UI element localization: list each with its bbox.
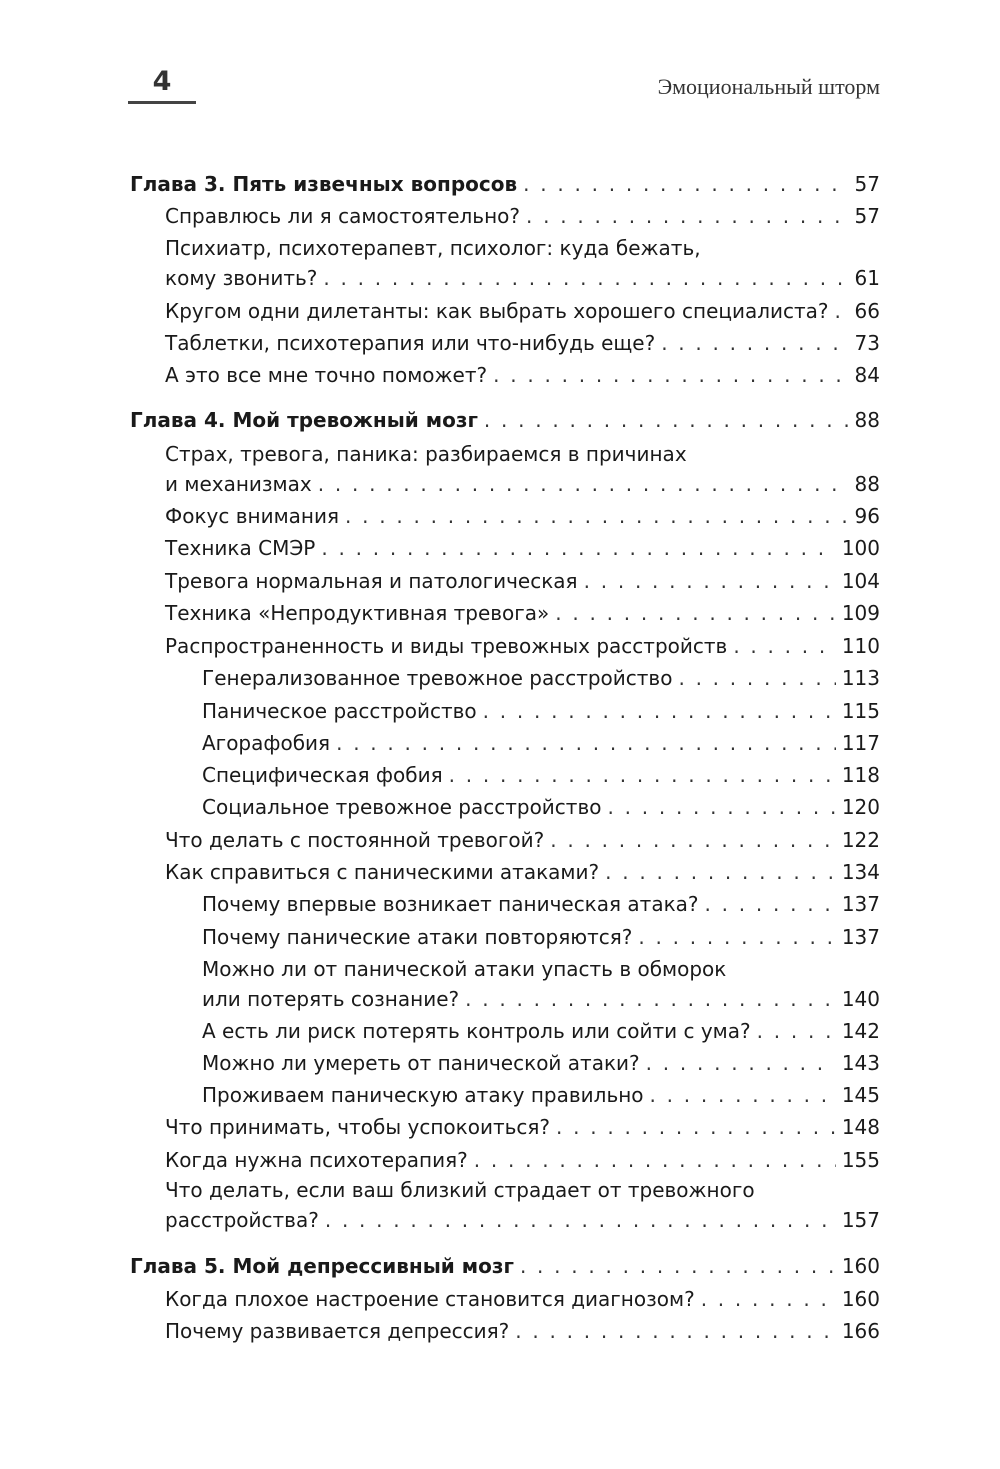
toc-page-number: 109	[841, 601, 880, 625]
dot-leader	[483, 697, 836, 725]
toc-entry-title: Справлюсь ли я самостоятельно?	[165, 204, 521, 228]
dot-leader	[520, 1252, 836, 1280]
toc-entry[interactable]	[202, 729, 880, 757]
toc-page-number: 145	[841, 1083, 880, 1107]
toc-entry-title: Когда нужна психотерапия?	[165, 1148, 468, 1172]
toc-entry-title: Что делать с постоянной тревогой?	[165, 828, 545, 852]
toc-entry-title-line: Психиатр, психотерапевт, психолог: куда бежать,	[165, 236, 701, 260]
toc-page-number: 142	[841, 1019, 880, 1043]
toc-chapter[interactable]	[130, 406, 880, 434]
dot-leader	[550, 826, 836, 854]
toc-page-number: 61	[854, 266, 880, 290]
toc-entry-title-line: Можно ли от панической атаки упасть в обморок	[202, 957, 727, 981]
toc-page-number: 88	[854, 408, 880, 432]
dot-leader	[701, 1285, 836, 1313]
toc-page-number: 88	[854, 472, 880, 496]
toc-entry[interactable]	[202, 1049, 880, 1077]
toc-entry[interactable]	[165, 1206, 880, 1234]
toc-entry-title: Что принимать, чтобы успокоиться?	[165, 1115, 551, 1139]
toc-page-number: 96	[854, 504, 880, 528]
toc-entry-title: расстройства?	[165, 1208, 319, 1232]
dot-leader	[646, 1049, 836, 1077]
toc-page-number: 100	[841, 536, 880, 560]
toc-chapter[interactable]	[130, 170, 880, 198]
toc-entry-title: Специфическая фобия	[202, 763, 443, 787]
dot-leader	[465, 985, 836, 1013]
toc-entry[interactable]	[202, 761, 880, 789]
toc-entry[interactable]	[165, 1113, 880, 1141]
dot-leader	[638, 923, 835, 951]
toc-entry[interactable]	[202, 1081, 880, 1109]
toc-entry-title: Почему впервые возникает паническая атака?	[202, 892, 699, 916]
dot-leader	[493, 361, 848, 389]
toc-page-number: 160	[841, 1254, 880, 1278]
toc-entry[interactable]	[165, 858, 880, 886]
toc-page-number: 113	[841, 666, 880, 690]
toc-entry-title: А есть ли риск потерять контроль или сойти с ума?	[202, 1019, 751, 1043]
dot-leader	[523, 170, 848, 198]
dot-leader	[321, 534, 835, 562]
dot-leader	[835, 297, 849, 325]
dot-leader	[650, 1081, 836, 1109]
toc-entry[interactable]	[165, 502, 880, 530]
dot-leader	[345, 502, 849, 530]
toc-page-number: 140	[841, 987, 880, 1011]
toc-entry-title: Можно ли умереть от панической атаки?	[202, 1051, 640, 1075]
dot-leader	[449, 761, 836, 789]
toc-entry-title: Распространенность и виды тревожных расстройств	[165, 634, 728, 658]
toc-page-number: 134	[841, 860, 880, 884]
toc-entry[interactable]	[165, 297, 880, 325]
dot-leader	[336, 729, 836, 757]
toc-entry[interactable]	[202, 793, 880, 821]
toc-entry[interactable]	[165, 202, 880, 230]
toc-entry[interactable]	[165, 534, 880, 562]
toc-entry-title: Глава 4. Мой тревожный мозг	[130, 408, 478, 432]
toc-page-number: 57	[854, 204, 880, 228]
toc-page-number: 73	[854, 331, 880, 355]
toc-page-number: 66	[854, 299, 880, 323]
toc-entry-title: Тревога нормальная и патологическая	[165, 569, 578, 593]
toc-entry-title: Глава 5. Мой депрессивный мозг	[130, 1254, 514, 1278]
toc-entry-title: кому звонить?	[165, 266, 318, 290]
page-number: 4	[152, 66, 172, 97]
toc-entry-title: Техника «Непродуктивная тревога»	[165, 601, 550, 625]
toc-page-number: 166	[841, 1319, 880, 1343]
toc-entry-title: Глава 3. Пять извечных вопросов	[130, 172, 518, 196]
dot-leader	[474, 1146, 836, 1174]
toc-page-number: 115	[841, 699, 880, 723]
toc-entry-title: и механизмах	[165, 472, 312, 496]
toc-page-number: 143	[841, 1051, 880, 1075]
toc-entry-title-line: Страх, тревога, паника: разбираемся в причинах	[165, 442, 687, 466]
dot-leader	[607, 793, 835, 821]
toc-entry-title: Когда плохое настроение становится диагнозом?	[165, 1287, 695, 1311]
running-header-title: Эмоциональный шторм	[657, 74, 880, 99]
dot-leader	[323, 264, 848, 292]
toc-entry[interactable]	[165, 361, 880, 389]
dot-leader	[733, 632, 836, 660]
toc-page-number: 155	[841, 1148, 880, 1172]
toc-entry-title: Как справиться с паническими атаками?	[165, 860, 600, 884]
toc-entry-title: или потерять сознание?	[202, 987, 460, 1011]
toc-entry-title: Генерализованное тревожное расстройство	[202, 666, 673, 690]
toc-page-number: 122	[841, 828, 880, 852]
dot-leader	[661, 329, 848, 357]
toc-entry-title: Паническое расстройство	[202, 699, 477, 723]
dot-leader	[678, 664, 835, 692]
toc-entry[interactable]	[165, 632, 880, 660]
toc-page-number: 110	[841, 634, 880, 658]
dot-leader	[705, 890, 836, 918]
toc-entry[interactable]	[202, 985, 880, 1013]
dot-leader	[757, 1017, 836, 1045]
toc-entry-title: Кругом одни дилетанты: как выбрать хорошего специалиста?	[165, 299, 829, 323]
toc-entry[interactable]	[202, 1017, 880, 1045]
toc-entry-title: А это все мне точно поможет?	[165, 363, 488, 387]
dot-leader	[584, 567, 836, 595]
toc-entry[interactable]	[165, 567, 880, 595]
toc-page-number: 117	[841, 731, 880, 755]
toc-entry[interactable]	[165, 1285, 880, 1313]
toc-entry-title-line: Что делать, если ваш близкий страдает от тревожного	[165, 1178, 755, 1202]
toc-entry[interactable]	[202, 664, 880, 692]
toc-entry[interactable]	[165, 264, 880, 292]
dot-leader	[325, 1206, 836, 1234]
toc-chapter[interactable]	[130, 1252, 880, 1280]
dot-leader	[515, 1317, 836, 1345]
toc-entry-title: Фокус внимания	[165, 504, 340, 528]
toc-entry[interactable]	[165, 1317, 880, 1345]
toc-page-number: 57	[854, 172, 880, 196]
toc-page-number: 84	[854, 363, 880, 387]
toc-entry-title: Почему развивается депрессия?	[165, 1319, 510, 1343]
toc-page-number: 137	[841, 892, 880, 916]
dot-leader	[605, 858, 836, 886]
toc-page-number: 118	[841, 763, 880, 787]
toc-entry[interactable]	[202, 890, 880, 918]
toc-entry-title: Почему панические атаки повторяются?	[202, 925, 633, 949]
dot-leader	[318, 470, 849, 498]
dot-leader	[484, 406, 849, 434]
toc-entry[interactable]	[165, 826, 880, 854]
dot-leader	[555, 599, 836, 627]
toc-entry[interactable]	[202, 697, 880, 725]
toc-entry[interactable]	[165, 470, 880, 498]
toc-entry[interactable]	[202, 923, 880, 951]
toc-page-number: 148	[841, 1115, 880, 1139]
toc-page-number: 120	[841, 795, 880, 819]
dot-leader	[526, 202, 849, 230]
toc-entry-title: Проживаем паническую атаку правильно	[202, 1083, 644, 1107]
toc-page-number: 104	[841, 569, 880, 593]
toc-entry-title: Социальное тревожное расстройство	[202, 795, 602, 819]
toc-entry[interactable]	[165, 1146, 880, 1174]
dot-leader	[556, 1113, 836, 1141]
toc-entry-title: Таблетки, психотерапия или что-нибудь еще?	[165, 331, 656, 355]
toc-page-number: 160	[841, 1287, 880, 1311]
toc-page-number: 137	[841, 925, 880, 949]
toc-entry[interactable]	[165, 329, 880, 357]
toc-entry-title: Агорафобия	[202, 731, 331, 755]
toc-entry-title: Техника СМЭР	[165, 536, 316, 560]
toc-entry[interactable]	[165, 599, 880, 627]
toc-page-number: 157	[841, 1208, 880, 1232]
